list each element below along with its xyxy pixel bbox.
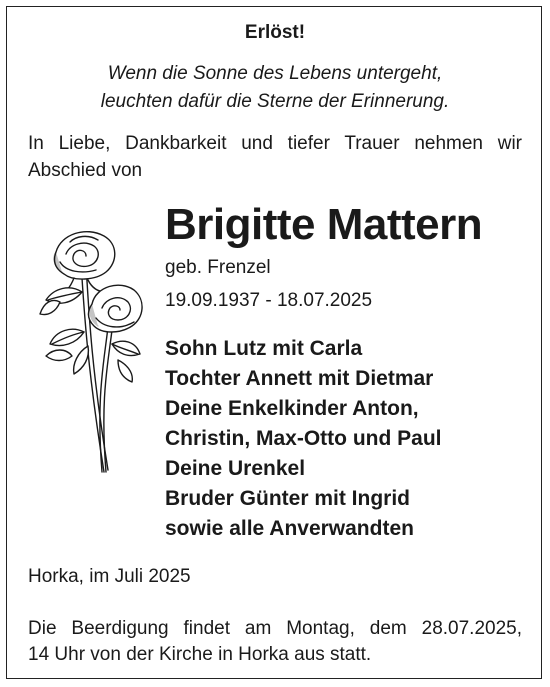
notice-heading: Erlöst! bbox=[244, 22, 306, 43]
mourner-line: Christin, Max-Otto und Paul bbox=[165, 427, 442, 450]
life-dates: 19.09.1937 - 18.07.2025 bbox=[165, 290, 373, 311]
deceased-name: Brigitte Mattern bbox=[165, 200, 483, 249]
memorial-verse bbox=[0, 60, 550, 116]
rose-icon bbox=[26, 222, 156, 482]
mourner-line: Sohn Lutz mit Carla bbox=[165, 337, 363, 360]
verse-line: leuchten dafür die Sterne der Erinnerung. bbox=[100, 91, 450, 112]
verse-line: Wenn die Sonne des Lebens untergeht, bbox=[107, 63, 443, 84]
mourners-list bbox=[165, 334, 442, 544]
mourner-line: sowie alle Anverwandten bbox=[165, 517, 414, 540]
mourner-line: Deine Urenkel bbox=[165, 457, 306, 480]
mourner-line: Deine Enkelkinder Anton, bbox=[165, 397, 419, 420]
place-date: Horka, im Juli 2025 bbox=[28, 566, 191, 587]
maiden-name: geb. Frenzel bbox=[165, 257, 271, 278]
intro-line: In Liebe, Dankbarkeit und tiefer Trauer nehmen wir bbox=[28, 133, 522, 154]
funeral-notice bbox=[28, 616, 522, 668]
funeral-line: 14 Uhr von der Kirche in Horka aus statt. bbox=[28, 644, 372, 665]
intro-line: Abschied von bbox=[28, 160, 143, 181]
mourner-line: Bruder Günter mit Ingrid bbox=[165, 487, 411, 510]
mourner-line: Tochter Annett mit Dietmar bbox=[165, 367, 434, 390]
funeral-line: Die Beerdigung findet am Montag, dem 28.07.2025, bbox=[28, 618, 522, 639]
intro-text bbox=[28, 130, 522, 184]
